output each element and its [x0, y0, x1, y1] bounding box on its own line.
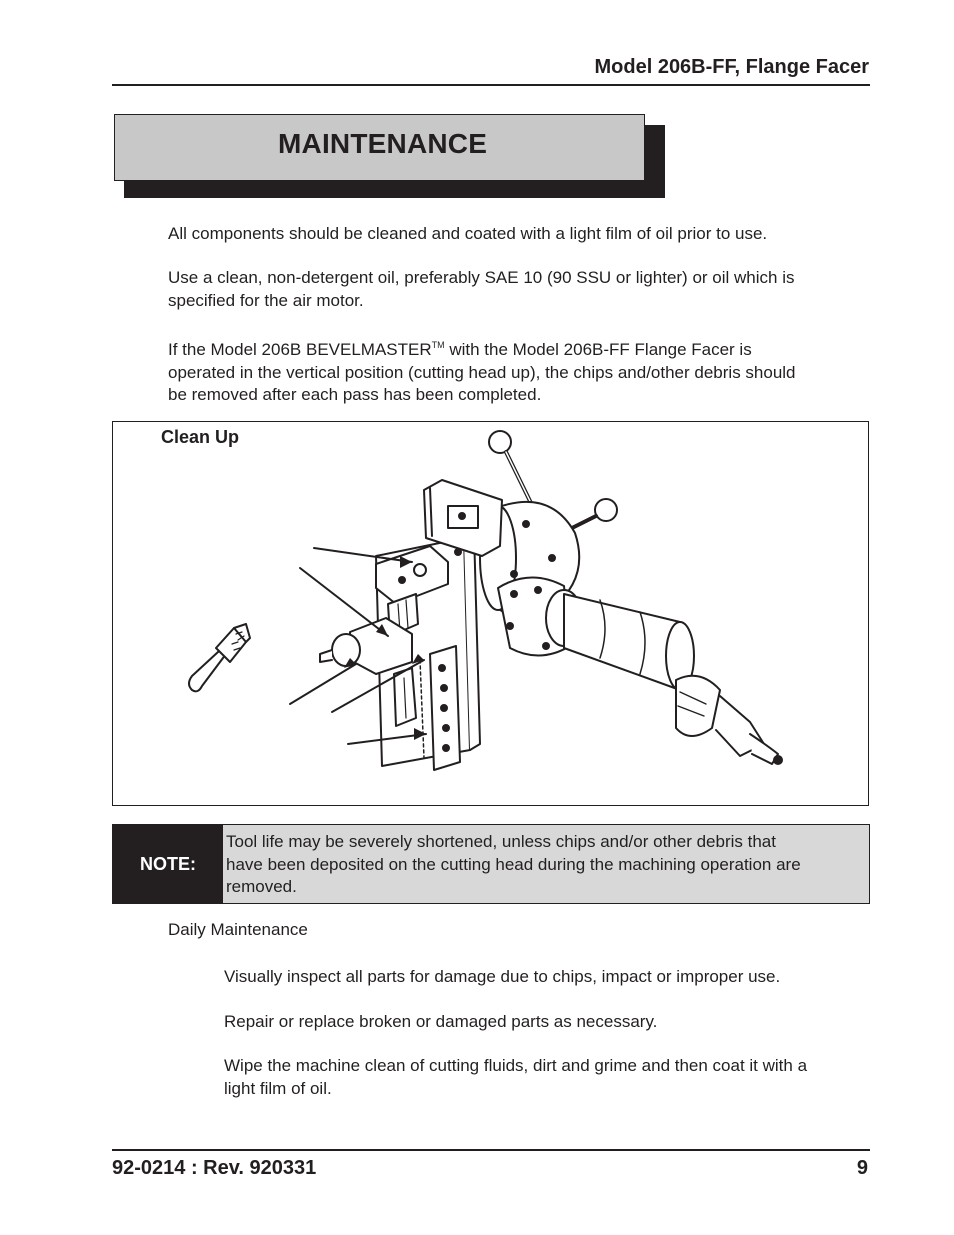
- intro-paragraph-3-line-3: be removed after each pass has been completed.: [168, 385, 542, 404]
- right-lever: [572, 499, 617, 528]
- document-header-title: Model 206B-FF, Flange Facer: [594, 56, 869, 78]
- note-line-3: removed.: [226, 877, 297, 896]
- intro-paragraph-2: [168, 267, 868, 312]
- daily-item-3: [224, 1055, 874, 1100]
- intro-p3-post: with the Model 206B-FF Flange Facer is: [444, 340, 752, 359]
- note-line-2: have been deposited on the cutting head during the machining operation are: [226, 854, 801, 874]
- brush-icon: [189, 624, 250, 691]
- intro-paragraph-3-line-2: operated in the vertical position (cutting head up), the chips and/other debris should: [168, 362, 796, 382]
- daily-maintenance-heading: Daily Maintenance: [168, 920, 308, 939]
- note-label: NOTE:: [113, 825, 223, 903]
- header-rule: [112, 84, 870, 86]
- daily-item-1: Visually inspect all parts for damage due to chips, impact or improper use.: [224, 967, 781, 986]
- page-number: 9: [856, 1157, 868, 1179]
- document-revision: 92-0214 : Rev. 920331: [112, 1157, 317, 1179]
- daily-item-2: Repair or replace broken or damaged parts as necessary.: [224, 1012, 658, 1031]
- intro-paragraph-3-line-1: [168, 334, 868, 362]
- intro-paragraph-2-line-1: Use a clean, non-detergent oil, preferably SAE 10 (90 SSU or lighter) or oil which is: [168, 268, 795, 287]
- daily-item-3-line-1: Wipe the machine clean of cutting fluids, dirt and grime and then coat it with a: [224, 1056, 808, 1075]
- note-box: [112, 824, 870, 904]
- section-title: MAINTENANCE: [278, 128, 488, 159]
- air-motor: [564, 594, 694, 690]
- trademark-mark: TM: [431, 340, 445, 350]
- intro-paragraph-1: All components should be cleaned and coated with a light film of oil prior to use.: [168, 224, 768, 243]
- note-line-1: Tool life may be severely shortened, unless chips and/or other debris that: [226, 832, 776, 851]
- intro-paragraph-2-line-2: specified for the air motor.: [168, 290, 364, 310]
- flange-facer-illustration: [180, 428, 800, 798]
- note-body: [223, 825, 869, 903]
- intro-paragraph-3: [168, 334, 868, 407]
- footer-rule: [112, 1149, 870, 1151]
- motor-handle: [676, 676, 782, 764]
- figure-label: Clean Up: [161, 427, 240, 447]
- daily-item-3-line-2: light film of oil.: [224, 1078, 332, 1098]
- intro-p3-pre: If the Model 206B BEVELMASTER: [168, 340, 432, 359]
